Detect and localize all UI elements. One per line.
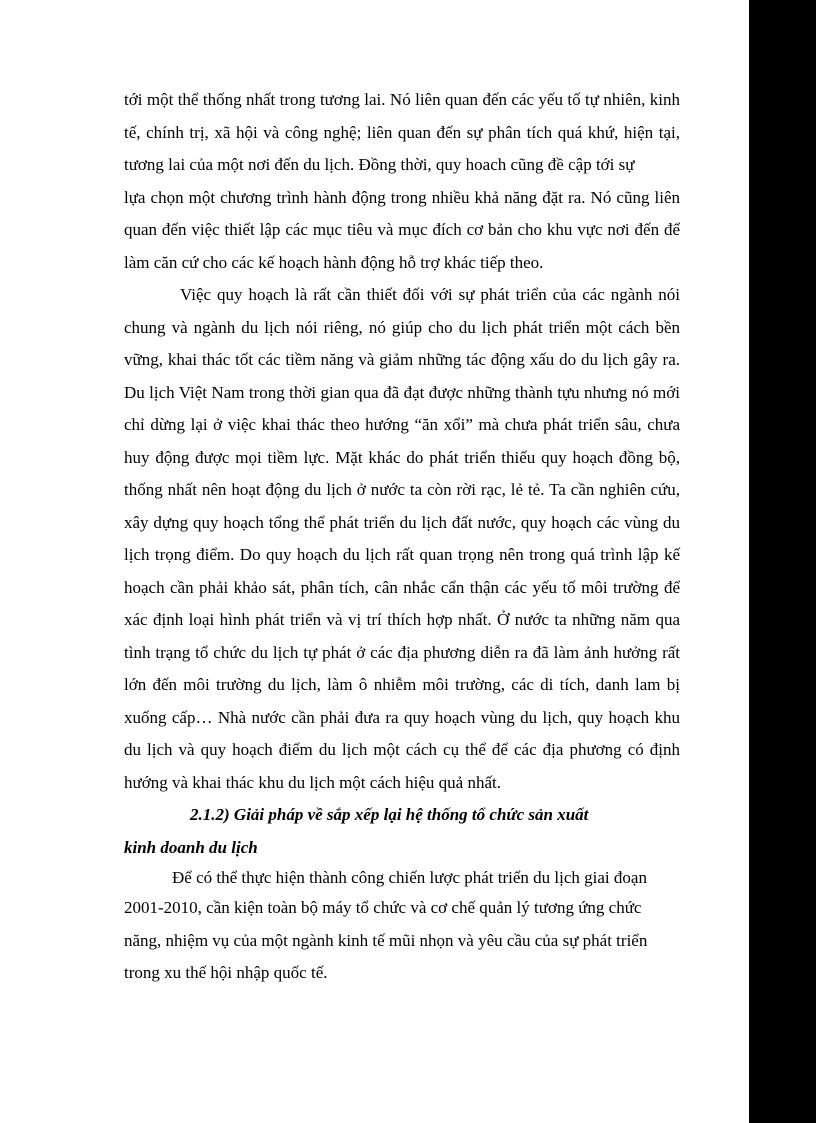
paragraph-planning-importance: Việc quy hoạch là rất cần thiết đối với sự phát triển của các ngành nói chung và ngành du lịch nói riêng, nó giúp cho du lịch phát triển một cách bền vững, khai thác tốt các tiềm năng và giảm những tác động xấu do du lịch gây ra. Du lịch Việt Nam trong thời gian qua đã đạt được những thành tựu nhưng nó mới chỉ dừng lại ở việc khai thác theo hướng “ăn xổi” mà chưa phát triển sâu, chưa huy động được mọi tiềm lực. Mặt khác do phát triển thiếu quy hoạch đồng bộ, thống nhất nên hoạt động du lịch ở nước ta còn rời rạc, lẻ tẻ. Ta cần nghiên cứu, xây dựng quy hoạch tổng thể phát triển du lịch đất nước, quy hoạch các vùng du lịch trọng điểm. Do quy hoạch du lịch rất quan trọng nên trong quá trình lập kế hoạch cần phải khảo sát, phân tích, cân nhắc cẩn thận các yếu tố môi trường để xác định loại hình phát triển và vị trí thích hợp nhất. Ở nước ta những năm qua tình trạng tổ chức du lịch tự phát ở các địa phương diễn ra đã làm ảnh hưởng rất lớn đến môi trường du lịch, làm ô nhiễm môi trường, các di tích, danh lam bị xuống cấp… Nhà nước cần phải đưa ra quy hoạch vùng du lịch, quy hoạch khu du lịch và quy hoạch điểm du lịch một cách cụ thể để các địa phương có định hướng và khai thác khu du lịch một cách hiệu quả nhất.	[124, 285, 680, 792]
paragraph-strategy-intro: Để có thể thực hiện thành công chiến lược phát triển du lịch giai đoạn	[172, 868, 647, 887]
section-heading-line2: kinh doanh du lịch	[124, 837, 258, 857]
black-side-bar	[749, 0, 816, 1123]
paragraph-selection: lựa chọn một chương trình hành động trong nhiều khả năng đặt ra. Nó cũng liên quan đến việc thiết lập các mục tiêu và mục đích cơ bản cho khu vực nơi đến để làm căn cứ cho các kế hoạch hành động hỗ trợ khác tiếp theo.	[124, 187, 680, 272]
paragraph-organization: 2001-2010, cần kiện toàn bộ máy tổ chức và cơ chế quản lý tương ứng chức năng, nhiệm vụ của một ngành kinh tế mũi nhọn và yêu cầu của sự phát triển trong xu thế hội nhập quốc tế.	[124, 898, 648, 982]
paragraph-continuation: tới một thể thống nhất trong tương lai. Nó liên quan đến các yếu tố tự nhiên, kinh tế, chính trị, xã hội và công nghệ; liên quan đến sự phân tích quá khứ, hiện tại, tương lai của một nơi đến du lịch. Đồng thời, quy hoach cũng đề cập tới sự	[124, 90, 680, 174]
document-page	[124, 84, 680, 990]
section-heading-line1: 2.1.2) Giải pháp về sắp xếp lại hệ thống tổ chức sản xuất	[190, 805, 589, 824]
